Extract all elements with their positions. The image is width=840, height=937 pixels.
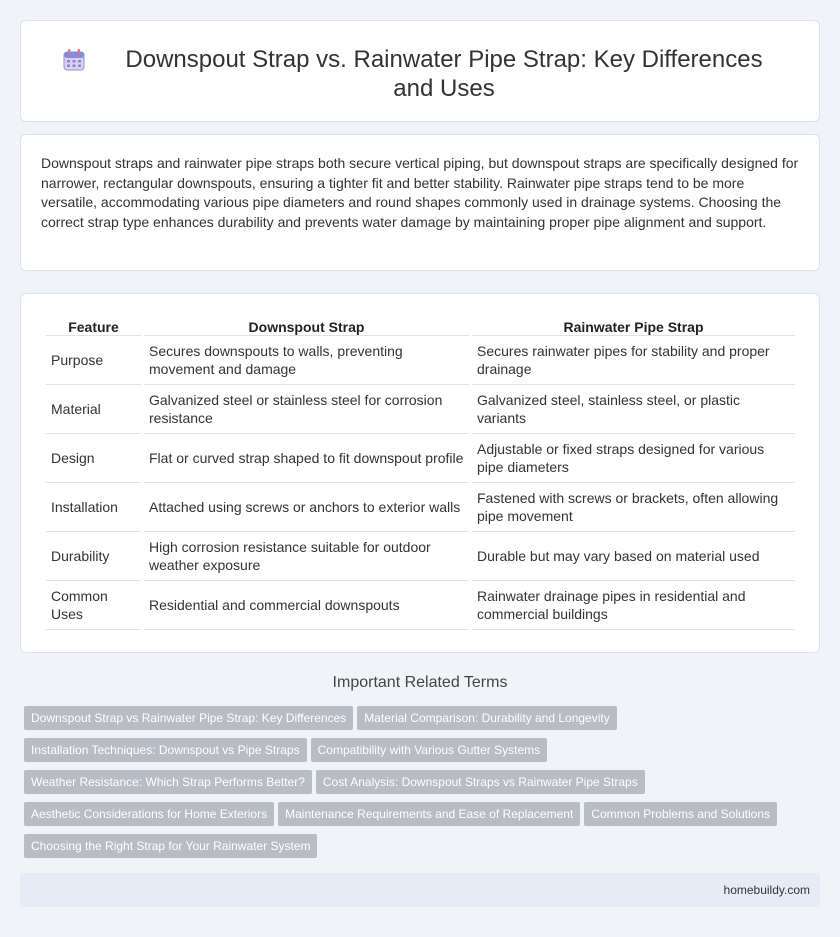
header-rainwater-pipe-strap: Rainwater Pipe Strap — [472, 314, 795, 336]
header-downspout-strap: Downspout Strap — [144, 314, 469, 336]
table-row — [46, 385, 795, 434]
related-tag[interactable]: Aesthetic Considerations for Home Exteriors — [24, 802, 274, 826]
feature-cell: Common Uses — [46, 581, 141, 630]
page-title: Downspout Strap vs. Rainwater Pipe Strap: Key Differences and Uses — [125, 46, 763, 102]
calendar-icon — [61, 47, 87, 73]
intro-card — [20, 134, 820, 271]
downspout-cell: Attached using screws or anchors to exterior walls — [144, 483, 469, 532]
comparison-table — [43, 314, 798, 630]
feature-cell: Installation — [46, 483, 141, 532]
downspout-cell: High corrosion resistance suitable for outdoor weather exposure — [144, 532, 469, 581]
related-terms-title: Important Related Terms — [332, 674, 508, 691]
related-tag[interactable]: Maintenance Requirements and Ease of Replacement — [278, 802, 580, 826]
header-card — [20, 20, 820, 122]
table-header-row — [46, 314, 795, 336]
related-tag[interactable]: Cost Analysis: Downspout Straps vs Rainwater Pipe Straps — [316, 770, 645, 794]
rainwater-cell: Fastened with screws or brackets, often allowing pipe movement — [472, 483, 795, 532]
table-row — [46, 336, 795, 385]
related-tag[interactable]: Downspout Strap vs Rainwater Pipe Strap: Key Differences — [24, 706, 353, 730]
rainwater-cell: Secures rainwater pipes for stability and proper drainage — [472, 336, 795, 385]
feature-cell: Design — [46, 434, 141, 483]
related-tag[interactable]: Compatibility with Various Gutter Systems — [311, 738, 548, 762]
table-row — [46, 434, 795, 483]
footer — [20, 873, 820, 907]
table-row — [46, 581, 795, 630]
table-row — [46, 532, 795, 581]
feature-cell: Material — [46, 385, 141, 434]
downspout-cell: Residential and commercial downspouts — [144, 581, 469, 630]
related-tags — [24, 706, 814, 866]
feature-cell: Durability — [46, 532, 141, 581]
footer-site[interactable]: homebuildy.com — [723, 883, 810, 897]
rainwater-cell: Durable but may vary based on material used — [472, 532, 795, 581]
rainwater-cell: Galvanized steel, stainless steel, or plastic variants — [472, 385, 795, 434]
rainwater-cell: Rainwater drainage pipes in residential and commercial buildings — [472, 581, 795, 630]
comparison-table-card — [20, 293, 820, 653]
downspout-cell: Flat or curved strap shaped to fit downspout profile — [144, 434, 469, 483]
related-tag[interactable]: Material Comparison: Durability and Longevity — [357, 706, 616, 730]
rainwater-cell: Adjustable or fixed straps designed for various pipe diameters — [472, 434, 795, 483]
related-tag[interactable]: Weather Resistance: Which Strap Performs Better? — [24, 770, 312, 794]
header-feature: Feature — [46, 314, 141, 336]
related-tag[interactable]: Choosing the Right Strap for Your Rainwater System — [24, 834, 317, 858]
downspout-cell: Galvanized steel or stainless steel for corrosion resistance — [144, 385, 469, 434]
feature-cell: Purpose — [46, 336, 141, 385]
related-tag[interactable]: Installation Techniques: Downspout vs Pipe Straps — [24, 738, 307, 762]
downspout-cell: Secures downspouts to walls, preventing movement and damage — [144, 336, 469, 385]
related-tag[interactable]: Common Problems and Solutions — [584, 802, 777, 826]
table-row — [46, 483, 795, 532]
intro-paragraph: Downspout straps and rainwater pipe straps both secure vertical piping, but downspout straps are specifically designed for narrower, rectangular downspouts, ensuring a tighter fit and better stability. Rainwater pipe straps tend to be more versatile, accommodating various pipe diameters and round shapes commonly used in drainage systems. Choosing the correct strap type enhances durability and prevents water damage by maintaining proper pipe alignment and support. — [41, 155, 799, 230]
